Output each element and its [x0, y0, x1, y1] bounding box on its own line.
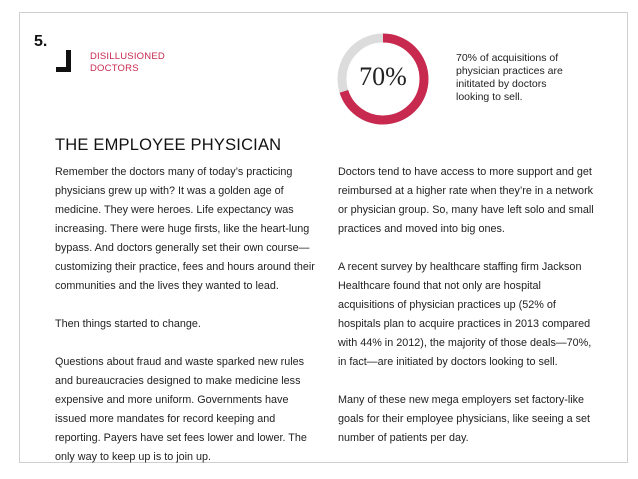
left-paragraph: Remember the doctors many of today’s practicing physicians grew up with? It was a golden age of medicine. They were heroes. Life expectancy was increasing. There were huge firsts, like the heart-lung bypass. And doctors generally set their own course—customizing their practice, fees and hours around their communities and the lives they wanted to lead. [55, 166, 315, 292]
section-label-line1: DISILLUSIONED [90, 51, 165, 62]
stat-caption: 70% of acquisitions of physician practices are inititated by doctors looking to sell. [456, 52, 563, 103]
section-heading: THE EMPLOYEE PHYSICIAN [55, 136, 282, 154]
corner-bracket-icon [56, 50, 71, 72]
page-number: 5. [34, 33, 48, 50]
right-column [338, 163, 600, 467]
section-label-line2: DOCTORS [90, 63, 139, 74]
right-paragraph: A recent survey by healthcare staffing firm Jackson Healthcare found that not only are hospital acquisitions of physician practices up (52% of hospitals plan to acquire practices in 2013 compared with 44% in 2012), the majority of those deals—70%, in fact—are initiated by doctors looking to sell. [338, 261, 592, 368]
right-paragraph: Doctors tend to have access to more support and get reimbursed at a higher rate when they’re in a network or physician group. So, many have left solo and small practices and moved into big ones. [338, 166, 594, 235]
left-column [55, 163, 317, 479]
stat-value: 70% [359, 62, 407, 91]
right-paragraph: Many of these new mega employers set factory-like goals for their employee physicians, like seeing a set number of patients per day. [338, 394, 591, 444]
left-paragraph: Questions about fraud and waste sparked new rules and bureaucracies designed to make medicine less expensive and more uniform. Governments have issued more mandates for record keeping and reporting. Payers have set fees lower and lower. The only way to keep up is to join up. [55, 356, 307, 463]
section-label [90, 51, 210, 75]
left-paragraph: Then things started to change. [55, 318, 201, 330]
